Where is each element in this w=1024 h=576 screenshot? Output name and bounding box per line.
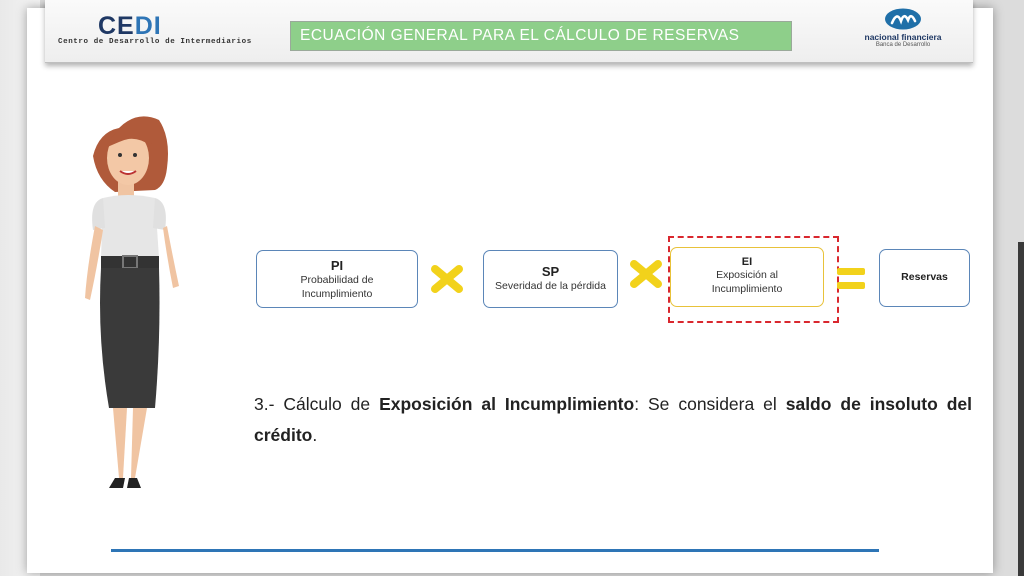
pi-box [256,250,418,308]
nafin-logo-name: nacional financiera [864,32,942,42]
sp-box [483,250,618,308]
ei-desc-line1: Exposición al [716,269,778,281]
reservas-box [879,249,970,307]
footer-rule [111,549,879,552]
multiply-icon [429,264,465,294]
pi-abbr: PI [330,258,344,273]
reservas-label: Reservas [901,271,948,283]
ei-box [670,247,824,307]
title-bar [290,21,792,51]
sp-abbr: SP [541,264,560,279]
cedi-logo [58,12,252,52]
side-edge-strip [1018,242,1024,576]
nafin-logo [856,8,956,54]
pi-desc-line2: Incumplimiento [301,288,373,300]
cedi-logo-word: CEDI [98,12,162,40]
cedi-logo-subtitle: Centro de Desarrollo de Intermediarios [58,38,252,46]
multiply-icon [628,259,664,289]
presenter-woman-illustration [75,108,200,493]
nafin-logo-subtitle: Banca de Desarrollo [875,42,931,48]
ei-desc-line2: Incumplimiento [711,283,783,295]
sp-desc: Severidad de la pérdida [495,280,606,292]
nafin-emblem-icon [856,8,950,32]
equals-icon [835,266,867,292]
pi-desc-line1: Probabilidad de [300,274,374,286]
ei-abbr: EI [741,256,753,268]
page-title: ECUACIÓN GENERAL PARA EL CÁLCULO DE RESERVAS [300,27,740,44]
explanation-paragraph: 3.- Cálculo de Exposición al Incumplimiento: Se considera el saldo de insoluto del crédito. [254,394,973,445]
